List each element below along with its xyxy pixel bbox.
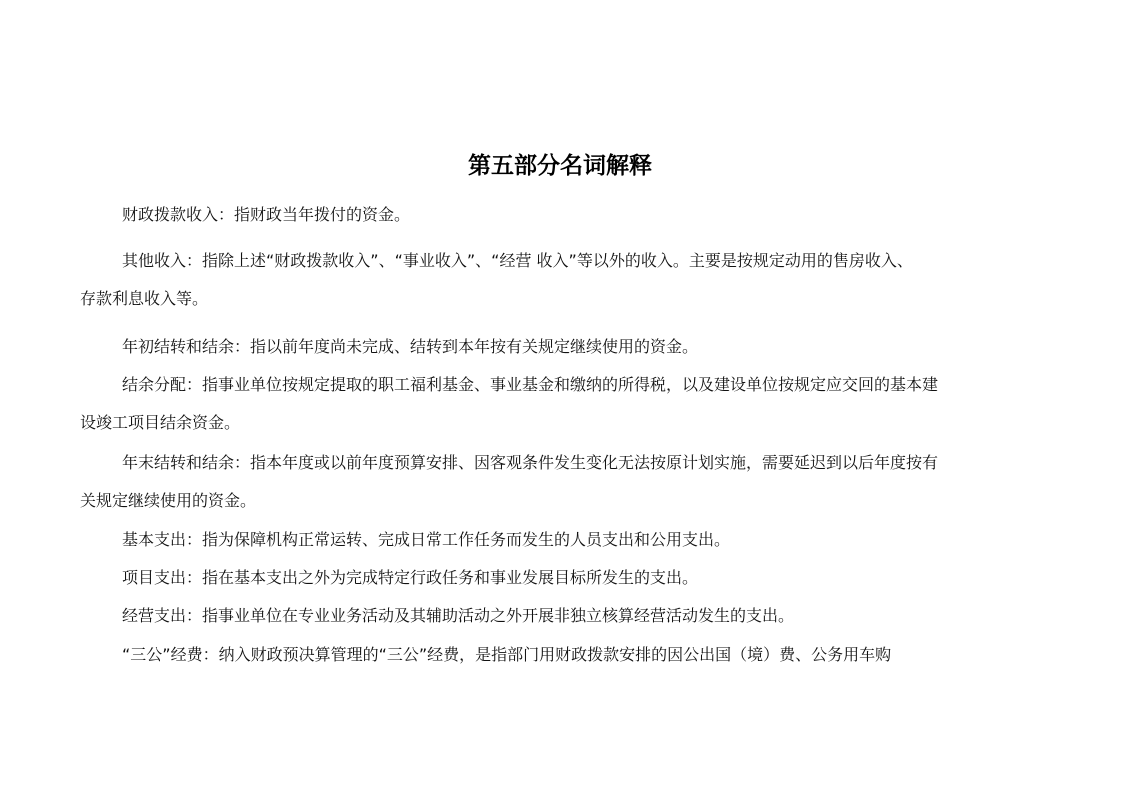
paragraph-line: 基本支出：指为保障机构正常运转、完成日常工作任务而发生的人员支出和公用支出。 [122, 530, 731, 549]
paragraph-basic-expenditure [80, 521, 1040, 559]
paragraph-beginning-carryover [80, 328, 1040, 366]
page-title: 第五部分名词解释 [468, 153, 652, 179]
paragraph-line: “三公”经费：纳入财政预决算管理的“三公”经费，是指部门用财政拨款安排的因公出国（境）费、公务用车购 [122, 645, 892, 664]
paragraph-surplus-distribution [80, 366, 1040, 442]
paragraph-line: 关规定继续使用的资金。 [80, 491, 257, 510]
paragraph-line: 年初结转和结余：指以前年度尚未完成、结转到本年按有关规定继续使用的资金。 [122, 337, 699, 356]
paragraph-line: 结余分配：指事业单位按规定提取的职工福利基金、事业基金和缴纳的所得税，以及建设单位按规定应交回的基本建 [122, 375, 939, 394]
paragraph-other-income [80, 242, 1040, 318]
paragraph-line: 年末结转和结余：指本年度或以前年度预算安排、因客观条件发生变化无法按原计划实施，需要延迟到以后年度按有 [122, 453, 939, 472]
paragraph-line: 财政拨款收入：指财政当年拨付的资金。 [122, 205, 411, 224]
paragraph-line: 其他收入：指除上述“财政拨款收入”、“事业收入”、“经营 收入”等以外的收入。主要是按规定动用的售房收入、 [122, 251, 913, 270]
paragraph-operating-expenditure [80, 597, 1040, 635]
paragraph-fiscal-appropriation-income [80, 196, 1040, 234]
paragraph-line: 项目支出：指在基本支出之外为完成特定行政任务和事业发展目标所发生的支出。 [122, 568, 699, 587]
document-page [80, 0, 1040, 793]
paragraph-project-expenditure [80, 559, 1040, 597]
paragraph-year-end-carryover [80, 444, 1040, 520]
paragraph-line: 经营支出：指事业单位在专业业务活动及其辅助活动之外开展非独立核算经营活动发生的支出。 [122, 606, 795, 625]
paragraph-three-public-expenses [80, 636, 1040, 674]
paragraph-line: 设竣工项目结余资金。 [80, 413, 241, 432]
paragraph-line: 存款利息收入等。 [80, 289, 209, 308]
